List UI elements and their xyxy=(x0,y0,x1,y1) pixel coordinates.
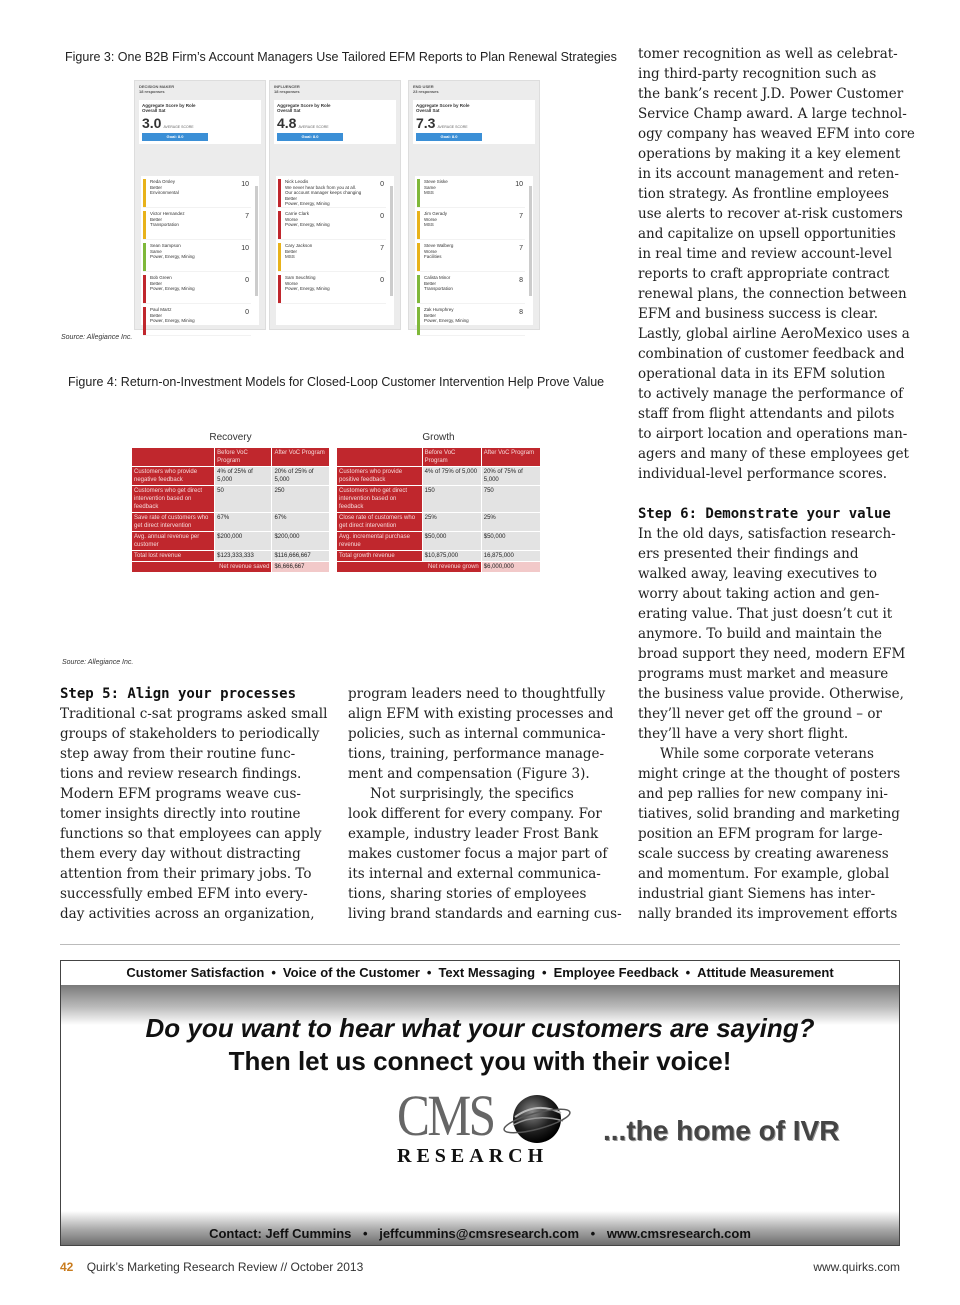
role-panel xyxy=(134,80,266,330)
article-column-1 xyxy=(60,684,330,924)
row-label: Customers who get direct intervention based on feedback xyxy=(337,486,423,513)
column-2-paragraph-1 xyxy=(348,684,618,784)
respondent-name: Steve Walberg xyxy=(424,243,454,248)
respondent-detail: Power, Energy, Mining xyxy=(150,318,195,323)
publication-name: Quirk’s Marketing Research Review // October 2013 xyxy=(86,1260,364,1274)
respondent-score: 0 xyxy=(380,181,384,188)
aggregate-sublabel: Overall Sat xyxy=(416,108,440,113)
header-blank xyxy=(132,448,215,467)
cms-research-ad[interactable] xyxy=(60,960,900,1246)
text-line: in real time and review account-level xyxy=(638,246,893,262)
respondent-score: 8 xyxy=(519,277,523,284)
row-label: Save rate of customers who get direct intervention xyxy=(132,513,215,532)
text-line: and capitalize on upsell opportunities xyxy=(638,226,896,242)
text-line: tiatives, solid branding and marketing xyxy=(638,806,900,822)
ad-topic: Customer Satisfaction xyxy=(126,965,265,980)
respondent-detail: Better xyxy=(285,195,298,201)
respondent-detail: Transportation xyxy=(150,222,179,227)
row-label: Avg. annual revenue per customer xyxy=(132,532,215,551)
text-line: groups of stakeholders to periodically xyxy=(60,726,320,742)
text-line: attention from their primary jobs. To xyxy=(60,866,312,882)
text-line: erating value. That just doesn’t cut it xyxy=(638,606,893,622)
net-value: $6,000,000 xyxy=(481,562,540,573)
header-before: Before VoC Program xyxy=(215,448,272,467)
respondent-card[interactable] xyxy=(417,275,525,304)
text-line: tions, training, performance manage- xyxy=(348,746,605,762)
text-line: Traditional c-sat programs asked small xyxy=(60,706,328,722)
text-line: tion strategy. As frontline employees xyxy=(638,186,889,202)
before-value: 4% of 25% of 5,000 xyxy=(215,467,272,486)
panel-responses: 23 responses xyxy=(413,89,439,94)
respondent-detail: MSS xyxy=(424,222,434,227)
score-stripe xyxy=(417,179,420,207)
column-2-paragraph-2 xyxy=(348,784,622,924)
text-line: day activities across an organization, xyxy=(60,906,315,922)
respondent-detail: Better xyxy=(424,280,437,286)
aggregate-label: Aggregate Score by Role xyxy=(277,103,331,108)
separator: • xyxy=(271,965,276,980)
score-caption: AVERAGE SCORE xyxy=(298,125,329,129)
respondent-list xyxy=(415,176,533,325)
text-line: ing third-party recognition such as xyxy=(638,66,877,82)
score-line xyxy=(277,115,393,131)
respondent-detail: Transportation xyxy=(424,286,453,291)
text-line: and pep rallies for new company ini- xyxy=(638,786,888,802)
before-value: 4% of 75% of 5,000 xyxy=(422,467,481,486)
after-value: 67% xyxy=(272,513,330,532)
score-stripe xyxy=(143,307,146,335)
net-label: Net revenue grown xyxy=(337,562,482,573)
table-row xyxy=(132,486,330,513)
aggregate-score-box xyxy=(413,100,535,144)
text-line: in its account management and reten- xyxy=(638,166,899,182)
respondent-detail: Worse xyxy=(285,280,298,286)
text-line: them every day without distracting xyxy=(60,846,301,862)
respondent-detail: Power, Energy, Mining xyxy=(285,201,330,206)
score-stripe xyxy=(278,211,281,239)
table-row xyxy=(132,551,330,562)
table-header-row xyxy=(337,448,541,467)
text-line: ogy company has weaved EFM into core xyxy=(638,126,915,142)
header-after: After VoC Program xyxy=(481,448,540,467)
respondent-score: 0 xyxy=(245,277,249,284)
header-after: After VoC Program xyxy=(272,448,330,467)
separator: • xyxy=(363,1226,368,1241)
text-line: position an EFM program for large- xyxy=(638,826,883,842)
text-line: While some corporate veterans xyxy=(660,746,874,762)
row-label: Customers who provide negative feedback xyxy=(132,467,215,486)
respondent-card[interactable] xyxy=(278,211,386,240)
net-label: Net revenue saved xyxy=(132,562,272,573)
score-stripe xyxy=(143,275,146,303)
panel-role-header xyxy=(270,81,400,97)
respondent-card[interactable] xyxy=(278,179,386,208)
before-value: 50 xyxy=(215,486,272,513)
before-value: 150 xyxy=(422,486,481,513)
respondent-detail: Power, Energy, Mining xyxy=(150,254,195,259)
after-value: 16,875,000 xyxy=(481,551,540,562)
text-line: tomer insights directly into routine xyxy=(60,806,301,822)
respondent-score: 0 xyxy=(380,277,384,284)
respondent-detail: Better xyxy=(150,216,163,222)
article-column-2 xyxy=(348,684,622,924)
respondent-detail: Better xyxy=(150,184,163,190)
text-line: the business value provide. Otherwise, xyxy=(638,686,904,702)
score-stripe xyxy=(143,179,146,207)
respondent-detail: Better xyxy=(150,312,163,318)
goal-button[interactable]: Goal: 8.0 xyxy=(142,133,208,141)
text-line: programs must market and measure xyxy=(638,666,889,682)
text-line: use alerts to recover at-risk customers xyxy=(638,206,903,222)
respondent-detail: Power, Energy, Mining xyxy=(285,286,330,291)
respondent-detail: Environmental xyxy=(150,190,179,195)
column-3-paragraph-2 xyxy=(638,524,908,744)
respondent-detail: Power, Energy, Mining xyxy=(150,286,195,291)
text-line: to airport location and operations man- xyxy=(638,426,908,442)
article-column-3 xyxy=(638,44,915,924)
text-line: successfully embed EFM into every- xyxy=(60,886,308,902)
text-line: reports to craft appropriate contract xyxy=(638,266,890,282)
text-line: and momentum. For example, global xyxy=(638,866,890,882)
page-footer-left xyxy=(60,1260,363,1274)
panel-responses: 18 responses xyxy=(274,89,300,94)
text-line: the bank’s recent J.D. Power Customer xyxy=(638,86,904,102)
respondent-detail: Power, Energy, Mining xyxy=(285,222,330,227)
text-line: renewal plans, the connection between xyxy=(638,286,907,302)
separator: • xyxy=(685,965,691,980)
text-line: In the old days, satisfaction research- xyxy=(638,526,896,542)
scrollbar[interactable] xyxy=(255,186,258,296)
aggregate-score-box xyxy=(274,100,396,144)
before-value: 25% xyxy=(422,513,481,532)
text-line: look different for every company. For xyxy=(348,806,602,822)
text-line: program leaders need to thoughtfully xyxy=(348,686,606,702)
table-row xyxy=(337,551,541,562)
text-line: Service Champ award. A large technol- xyxy=(638,106,907,122)
respondent-detail: Worse xyxy=(424,216,437,222)
respondent-name: Steve Siske xyxy=(424,179,448,184)
respondent-score: 7 xyxy=(380,245,384,252)
before-value: $200,000 xyxy=(215,532,272,551)
panel-responses: 18 responses xyxy=(139,89,165,94)
text-line: functions so that employees can apply xyxy=(60,826,322,842)
text-line: ment and compensation (Figure 3). xyxy=(348,766,590,782)
respondent-detail: Power, Energy, Mining xyxy=(424,318,469,323)
column-3-paragraph-3 xyxy=(638,744,908,924)
row-label: Customers who get direct intervention based on feedback xyxy=(132,486,215,513)
net-row xyxy=(337,562,541,573)
respondent-name: Reda Orsley xyxy=(150,179,176,184)
respondent-score: 7 xyxy=(519,245,523,252)
respondent-detail: Same xyxy=(150,248,162,254)
separator: • xyxy=(542,965,547,980)
respondent-list xyxy=(141,176,259,325)
header-blank xyxy=(337,448,423,467)
respondent-name: Paul Martz xyxy=(150,307,172,312)
logo-research-text: RESEARCH xyxy=(397,1145,549,1167)
aggregate-score-box xyxy=(139,100,261,144)
text-line: Not surprisingly, the specifics xyxy=(370,786,574,802)
score-stripe xyxy=(417,211,420,239)
table-header-row xyxy=(132,448,330,467)
score-caption: AVERAGE SCORE xyxy=(163,125,194,129)
text-line: to actively manage the performance of xyxy=(638,386,904,402)
ad-contact-line xyxy=(61,1223,899,1245)
before-value: 67% xyxy=(215,513,272,532)
respondent-score: 10 xyxy=(241,245,249,252)
respondent-card[interactable] xyxy=(278,275,386,304)
recovery-title: Recovery xyxy=(209,432,252,443)
respondent-card[interactable] xyxy=(417,179,525,208)
respondent-score: 7 xyxy=(245,213,249,220)
ad-headline: Do you want to hear what your customers are saying? xyxy=(145,1013,815,1043)
figure-3-title: Figure 3: One B2B Firm’s Account Managers Use Tailored EFM Reports to Plan Renewal Strategies xyxy=(65,50,617,64)
globe-icon xyxy=(503,1091,573,1147)
text-line: they’ll have a very short flight. xyxy=(638,726,849,742)
text-line: align EFM with existing processes and xyxy=(348,706,614,722)
respondent-name: Jim Gerady xyxy=(424,211,448,216)
respondent-card[interactable] xyxy=(417,307,525,336)
respondent-score: 0 xyxy=(380,213,384,220)
text-line: nally branded its improvement efforts xyxy=(638,906,898,922)
header-before: Before VoC Program xyxy=(422,448,481,467)
panel-role: INFLUENCER xyxy=(274,84,300,89)
respondent-detail: We never hear back from you at all. xyxy=(285,184,356,190)
respondent-detail: Same xyxy=(424,184,436,190)
average-score: 3.0 xyxy=(142,115,162,131)
respondent-detail: Worse xyxy=(424,248,437,254)
before-value: $50,000 xyxy=(422,532,481,551)
row-label: Customers who provide positive feedback xyxy=(337,467,423,486)
respondent-detail: Facilities xyxy=(424,254,442,259)
figure-4-title: Figure 4: Return-on-Investment Models for Closed-Loop Customer Intervention Help Prove Value xyxy=(68,375,605,389)
column-1-text xyxy=(60,704,330,924)
respondent-card[interactable] xyxy=(143,243,251,272)
text-line: its internal and external communica- xyxy=(348,866,601,882)
contact-email-link[interactable]: jeffcummins@cmsresearch.com xyxy=(379,1226,580,1241)
respondent-name: Carrie Clark xyxy=(285,211,310,216)
score-stripe xyxy=(143,243,146,271)
respondent-name: Bob Green xyxy=(150,275,172,280)
text-line: agers and many of these employees get xyxy=(638,446,909,462)
ad-topic: Voice of the Customer xyxy=(282,965,420,980)
ad-topic: Text Messaging xyxy=(438,965,536,980)
respondent-detail: Better xyxy=(424,312,437,318)
score-line xyxy=(142,115,258,131)
respondent-card[interactable] xyxy=(278,243,386,272)
before-value: $123,333,333 xyxy=(215,551,272,562)
text-line: living brand standards and earning cus- xyxy=(348,906,622,922)
goal-button[interactable]: Goal: 8.0 xyxy=(416,133,482,141)
score-stripe xyxy=(278,243,281,271)
text-line: Lastly, global airline AeroMexico uses a xyxy=(638,326,910,342)
aggregate-label: Aggregate Score by Role xyxy=(416,103,470,108)
text-line: they’ll never get off the ground – or xyxy=(638,706,882,722)
text-line: combination of customer feedback and xyxy=(638,346,905,362)
scrollbar[interactable] xyxy=(390,186,393,296)
after-value: 750 xyxy=(481,486,540,513)
table-row xyxy=(337,467,541,486)
after-value: 20% of 25% of 5,000 xyxy=(272,467,330,486)
after-value: 20% of 75% of 5,000 xyxy=(481,467,540,486)
step-5-heading: Step 5: Align your processes xyxy=(60,686,297,702)
average-score: 7.3 xyxy=(416,115,436,131)
role-panel xyxy=(408,80,540,330)
row-label: Close rate of customers who get direct intervention xyxy=(337,513,423,532)
text-line: makes customer focus a major part of xyxy=(348,846,608,862)
text-line: tomer recognition as well as celebrat- xyxy=(638,46,898,62)
score-stripe xyxy=(278,275,281,303)
score-caption: AVERAGE SCORE xyxy=(437,125,468,129)
table-row xyxy=(132,532,330,551)
after-value: 25% xyxy=(481,513,540,532)
respondent-name: Nick Leodis xyxy=(285,179,309,184)
respondent-score: 10 xyxy=(241,181,249,188)
table-row xyxy=(337,486,541,513)
page-number: 42 xyxy=(60,1260,74,1274)
respondent-detail: MSS xyxy=(285,254,295,259)
after-value: $116,666,667 xyxy=(272,551,330,562)
text-line: individual-level performance scores. xyxy=(638,466,888,482)
respondent-name: Sam Seuchting xyxy=(285,275,316,280)
figure-3-source: Source: Allegiance Inc. xyxy=(61,334,133,341)
growth-table xyxy=(336,447,541,573)
net-row xyxy=(132,562,330,573)
respondent-card[interactable] xyxy=(417,211,525,240)
respondent-detail: Better xyxy=(150,280,163,286)
respondent-card[interactable] xyxy=(143,307,251,336)
respondent-list xyxy=(276,176,394,325)
step-6-heading: Step 6: Demonstrate your value xyxy=(638,506,891,522)
text-line: scale success by creating awareness xyxy=(638,846,889,862)
score-stripe xyxy=(417,243,420,271)
text-line: policies, such as internal communica- xyxy=(348,726,606,742)
respondent-card[interactable] xyxy=(417,243,525,272)
text-line: anymore. To build and maintain the xyxy=(638,626,883,642)
text-line: operational data in its EFM solution xyxy=(638,366,886,382)
ad-subheadline: Then let us connect you with their voice! xyxy=(228,1046,732,1076)
table-row xyxy=(337,532,541,551)
text-line: operations by making it a key element xyxy=(638,146,901,162)
text-line: worry about taking action and gen- xyxy=(638,586,880,602)
recovery-table xyxy=(131,447,330,573)
after-value: $200,000 xyxy=(272,532,330,551)
respondent-name: Cary Jackson xyxy=(285,243,313,248)
score-stripe xyxy=(143,211,146,239)
after-value: 250 xyxy=(272,486,330,513)
role-panel xyxy=(269,80,401,330)
text-line: industrial giant Siemens has inter- xyxy=(638,886,876,902)
respondent-detail: Better xyxy=(285,248,298,254)
text-line: walked away, leaving executives to xyxy=(638,566,877,582)
panel-role-header xyxy=(135,81,265,97)
score-stripe xyxy=(278,179,281,207)
respondent-card[interactable] xyxy=(143,211,251,240)
respondent-score: 8 xyxy=(519,309,523,316)
net-value: $6,666,667 xyxy=(272,562,330,573)
text-line: ers presented their findings and xyxy=(638,546,859,562)
text-line: example, industry leader Frost Bank xyxy=(348,826,599,842)
text-line: EFM and business success is clear. xyxy=(638,306,879,322)
row-label: Total lost revenue xyxy=(132,551,215,562)
before-value: $10,875,000 xyxy=(422,551,481,562)
average-score: 4.8 xyxy=(277,115,297,131)
separator: • xyxy=(590,1226,596,1241)
row-label: Total growth revenue xyxy=(337,551,423,562)
growth-title: Growth xyxy=(422,432,455,443)
panel-role: DECISION MAKER xyxy=(139,84,175,89)
text-line: might cringe at the thought of posters xyxy=(638,766,901,782)
goal-button[interactable]: Goal: 8.0 xyxy=(277,133,343,141)
ad-topics-bar xyxy=(61,961,899,985)
table-row xyxy=(132,513,330,532)
panel-role-header xyxy=(409,81,539,97)
respondent-name: Victor Hernandez xyxy=(150,211,185,216)
respondent-detail: Worse xyxy=(285,216,298,222)
contact-name: Contact: Jeff Cummins xyxy=(209,1226,352,1241)
text-line: staff from flight attendants and pilots xyxy=(638,406,895,422)
respondent-card[interactable] xyxy=(143,275,251,304)
table-row xyxy=(337,513,541,532)
ad-topic: Employee Feedback xyxy=(553,965,679,980)
respondent-score: 7 xyxy=(519,213,523,220)
respondent-score: 0 xyxy=(245,309,249,316)
logo-cms-text: CMS xyxy=(397,1083,494,1148)
after-value: $50,000 xyxy=(481,532,540,551)
separator: • xyxy=(426,965,432,980)
respondent-score: 10 xyxy=(515,181,523,188)
contact-website-link[interactable]: www.cmsresearch.com xyxy=(606,1226,751,1241)
column-3-paragraph-1 xyxy=(638,44,915,484)
respondent-name: Zak Humphrey xyxy=(424,307,454,312)
respondent-name: Calista Minor xyxy=(424,275,451,280)
ad-tagline: ...the home of IVR xyxy=(603,1115,840,1146)
figure-4-source: Source: Allegiance Inc. xyxy=(62,659,134,666)
text-line: broad support they need, modern EFM xyxy=(638,646,906,662)
score-stripe xyxy=(417,307,420,335)
aggregate-sublabel: Overall Sat xyxy=(277,108,301,113)
footer-url-link[interactable]: www.quirks.com xyxy=(813,1260,900,1274)
cms-research-logo xyxy=(397,1083,597,1167)
row-label: Avg. incremental purchase revenue xyxy=(337,532,423,551)
text-line: step away from their routine func- xyxy=(60,746,296,762)
score-stripe xyxy=(417,275,420,303)
text-line: tions, sharing stories of employees xyxy=(348,886,587,902)
aggregate-sublabel: Overall Sat xyxy=(142,108,166,113)
text-line: Modern EFM programs weave cus- xyxy=(60,786,301,802)
table-row xyxy=(132,467,330,486)
score-line xyxy=(416,115,532,131)
ad-topic: Attitude Measurement xyxy=(697,965,834,980)
respondent-detail: MSS xyxy=(424,190,434,195)
aggregate-label: Aggregate Score by Role xyxy=(142,103,196,108)
divider xyxy=(60,944,900,945)
respondent-detail: Our account manager keeps changing xyxy=(285,190,362,195)
respondent-card[interactable] xyxy=(143,179,251,208)
panel-role: END USER xyxy=(413,84,434,89)
text-line: tions and review research findings. xyxy=(60,766,302,782)
scrollbar[interactable] xyxy=(529,186,532,296)
respondent-name: Sean Sampson xyxy=(150,243,181,248)
